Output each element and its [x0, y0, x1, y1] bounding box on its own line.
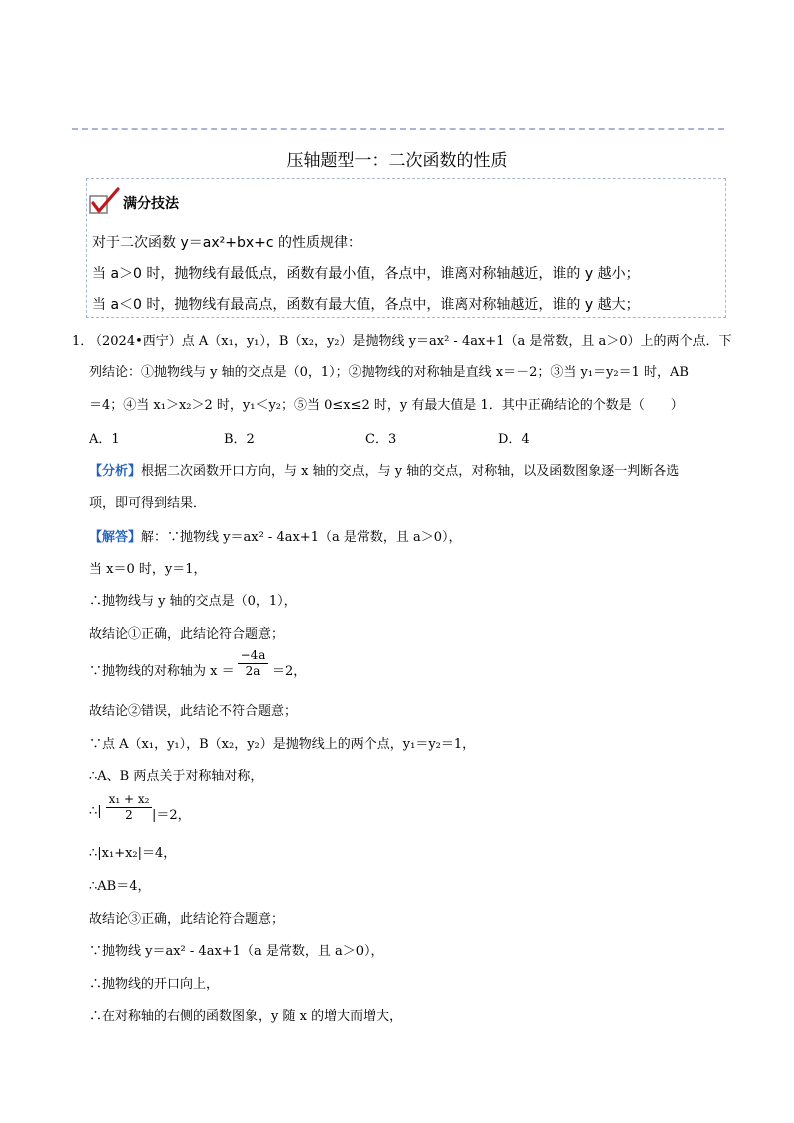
page-title: 压轴题型一：二次函数的性质	[286, 151, 508, 171]
method-label: 满分技法	[123, 196, 179, 212]
solution-line: 故结论①正确，此结论符合题意；	[89, 627, 285, 642]
solution-line: 当 x＝0 时，y＝1，	[89, 562, 207, 577]
question-line-1: （2024•西宁）点 A（x₁，y₁），B（x₂，y₂）是抛物线 y＝ax² - 4ax+1（a 是常数，且 a＞0）上的两个点．下	[89, 334, 732, 349]
question-line-2: 列结论：①抛物线与 y 轴的交点是（0，1）；②抛物线的对称轴是直线 x＝－2；③当 y₁＝y₂＝1 时，AB	[89, 365, 689, 380]
fraction-1-tail: ＝2，	[272, 664, 307, 679]
question-number: 1．	[72, 334, 94, 349]
fraction-2-denominator: 2	[106, 807, 152, 822]
rule-intro: 对于二次函数 y＝ax²+bx+c 的性质规律：	[92, 235, 362, 251]
fraction-1-numerator: −4a	[240, 648, 266, 662]
fraction-1-denominator: 2a	[238, 663, 268, 678]
analysis-line-1	[89, 460, 679, 479]
solution-line-abs: ∴|	[89, 804, 102, 819]
checkmark-icon	[89, 187, 121, 215]
fraction-2-numerator: x₁ + x₂	[108, 792, 150, 806]
solution-line: ∴在对称轴的右侧的函数图象，y 随 x 的增大而增大，	[89, 1009, 403, 1024]
analysis-line-2: 项，即可得到结果．	[89, 496, 207, 511]
option-b: B．2	[224, 432, 255, 447]
solution-label: 【解答】	[89, 530, 142, 545]
option-d: D．4	[498, 432, 530, 447]
solution-line: ∵点 A（x₁，y₁），B（x₂，y₂）是抛物线上的两个点，y₁＝y₂＝1，	[89, 737, 476, 752]
solution-line: ∴|x₁+x₂|＝4，	[89, 846, 177, 861]
solution-first-text: 解：∵抛物线 y＝ax² - 4ax+1（a 是常数，且 a＞0），	[141, 530, 462, 545]
rule-a-negative: 当 a＜0 时，抛物线有最高点，函数有最大值，各点中，谁离对称轴越近，谁的 y 越大；	[92, 297, 640, 313]
question-line-3: ＝4；④当 x₁＞x₂＞2 时，y₁＜y₂；⑤当 0≤x≤2 时，y 有最大值是 1．其中正确结论的个数是（ ）	[89, 398, 684, 413]
solution-line: ∴抛物线的开口向上，	[89, 977, 220, 992]
solution-line: ∴AB＝4，	[89, 879, 151, 894]
solution-line: 故结论②错误，此结论不符合题意；	[89, 704, 298, 719]
solution-line: ∴抛物线与 y 轴的交点是（0，1），	[89, 594, 297, 609]
rule-a-positive: 当 a＞0 时，抛物线有最低点，函数有最小值，各点中，谁离对称轴越近，谁的 y 越小；	[92, 266, 640, 282]
solution-line-axis: ∵抛物线的对称轴为 x ＝	[89, 664, 235, 679]
solution-line-first	[89, 526, 462, 545]
fraction-1	[238, 648, 268, 678]
solution-line: 故结论③正确，此结论符合题意；	[89, 912, 285, 927]
option-a: A．1	[89, 432, 120, 447]
analysis-label: 【分析】	[89, 464, 142, 479]
solution-line: ∴A、B 两点关于对称轴对称，	[89, 769, 264, 784]
fraction-2-tail: |＝2，	[152, 808, 191, 823]
option-c: C．3	[365, 432, 397, 447]
solution-line: ∵抛物线 y＝ax² - 4ax+1（a 是常数，且 a＞0），	[89, 944, 384, 959]
fraction-2	[106, 792, 152, 822]
top-dashed-separator	[72, 128, 724, 130]
analysis-text-1: 根据二次函数开口方向，与 x 轴的交点，与 y 轴的交点，对称轴，以及函数图象逐一判断各选	[141, 464, 680, 479]
